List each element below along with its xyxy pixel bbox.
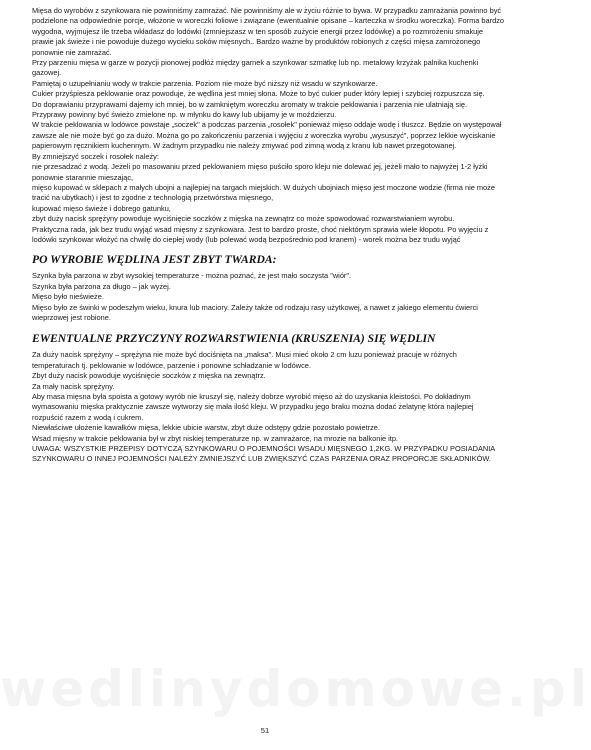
paragraph: By zmniejszyć soczek i rosołek należy: [32, 151, 159, 161]
paragraph: Praktyczna rada, jak bez trudu wyjąć wsad mięsny z szynkowara. Jest to bardzo proste, choć niektórym sprawia wiele kłopotu. Po wyjęciu z lodówki szynkowar włożyć na chwilę do ciepłej wody (lub polewać wodą bezpośrednio pod kranem) - worek można bez trudu wyjąć [32, 224, 489, 244]
paragraph: nie przesadzać z wodą. Jeżeli po masowaniu przed peklowaniem mięso puściło sporo kleju nie dolewać jej, jeżeli mało to najwyżej 1-2 łyżki ponownie starannie mieszając, [32, 162, 488, 182]
paragraph: Przy parzeniu mięsa w garze w pozycji pionowej podłóż między garnek a szynkowar szmatkę lub np. metalowy krzyżak palnika kuchenki gazowej. [32, 58, 479, 78]
paragraph: Mięso było ze świnki w podeszłym wieku, knura lub maciory. Zależy także od rodzaju rasy użytkowej, a nawet z jakiego elementu ćwierci wieprzowej jest robione. [32, 302, 478, 322]
paragraph: Mięso było nieświeże. [32, 292, 104, 302]
page-content [32, 6, 504, 465]
section-intro [32, 6, 504, 245]
paragraph: kupować mięso świeże i dobrego gatunku, [32, 203, 171, 213]
paragraph: zbyt duży nacisk sprężyny powoduje wyciśnięcie soczków z mięska na zewnątrz co może spowodować rozwarstwianiem wyrobu. [32, 214, 455, 224]
paragraph: Pamiętaj o uzupełnianiu wody w trakcie parzenia. Poziom nie może być niższy niż wsadu w szynkowarze. [32, 78, 378, 88]
paragraph: Do doprawianiu przyprawami dajemy ich mniej, bo w zamkniętym woreczku aromaty w trakcie peklowania i parzenia nie ulatniają się. [32, 99, 468, 109]
paragraph: W trakcie peklowania w lodówce powstaje „soczek" a podczas parzenia „rosołek" ponieważ mięso oddaje wodę i tłuszcz. Będzie on występował zawsze ale nie może być go za dużo. Można go po zakończeniu parzenia i wyjęciu z woreczka wyrobu „wysuszyć", poprzez lekkie wyciskanie papierowym ręcznikiem kuchennym. W żadnym przypadku nie należy zmywać pod zimną wodą z kranu lub nawet przegotowanej. [32, 120, 502, 151]
paragraph: Za mały nacisk sprężyny. [32, 381, 115, 391]
paragraph: Mięsa do wyrobów z szynkowara nie powinniśmy zamrażać. Nie powinniśmy ale w życiu różnie to bywa. W przypadku zamrażania powinno być podzielone na odpowiednie porcje, włożone w woreczki foliowe i związane (ewentualnie opisane – karteczka w środku woreczka). Forma bardzo wygodna, wyjmujesz ile trzeba wkładasz do lodówki (zmniejszasz w ten sposób zużycie energii przez lodówkę) a po rozmrożeniu smakuje prawie jak świeże i nie powoduje dużego wycieku soków mięsnych.. Bardzo ważne by produktów robionych z części mięsa zamrożonego ponownie nie zamrażać. [32, 6, 505, 57]
page-number: 51 [260, 726, 270, 735]
paragraph: Za duży nacisk sprężyny – sprężyna nie może być dociśnięta na „maksa". Musi mieć około 2 cm luzu ponieważ pracuje w różnych temperaturach tj. peklowanie w lodówce, parzenie i ponowne schładzanie w lodówce. [32, 350, 457, 370]
section-delamination [32, 350, 504, 464]
paragraph: Szynka była parzona w zbyt wysokiej temperaturze - można poznać, że jest mało soczysta "wiór". [32, 271, 352, 281]
paragraph: Aby masa mięsna była spoista a gotowy wyrób nie kruszył się, należy dobrze wyrobić mięso aż do uzyskania kleistości. Po dokładnym wymasowaniu mięska praktycznie zawsze wytworzy się mała ilość kleju. W przypadku jego braku można dodać żelatynę która najlepiej rozpuścić razem z wodą i cukrem. [32, 392, 474, 422]
watermark: wedlinydomowe.pl [0, 660, 591, 718]
warning-note: UWAGA: WSZYSTKIE PRZEPISY DOTYCZĄ SZYNKOWARU O POJEMNOŚCI WSADU MIĘSNEGO 1,2KG. W PRZYPADKU POSIADANIA SZYNKOWARU O INNEJ POJEMNOŚCI NALEŻY ZMNIEJSZYĆ LUB ZWIĘKSZYĆ CZAS PARZENIA ORAZ PROPORCJE SKŁADNIKÓW. [32, 444, 495, 464]
paragraph: Niewłaściwe ułożenie kawałków mięsa, lekkie ubicie warstw, zbyt duże odstępy gdzie pozostało powietrze. [32, 423, 380, 433]
paragraph: Wsad mięsny w trakcie peklowania był w zbyt niskiej temperaturze np. w zamrażarce, na mrozie na balkonie itp. [32, 433, 398, 443]
section-heading-delamination: EWENTUALNE PRZYCZYNY ROZWARSTWIENIA (KRUSZENIA) SIĘ WĘDLIN [32, 332, 436, 346]
section-heading-hard-sausage: PO WYROBIE WĘDLINA JEST ZBYT TWARDA: [32, 253, 277, 267]
paragraph: Przyprawy powinny być świeżo zmielone np. w młynku do kawy lub ubijamy je w moździerzu. [32, 110, 337, 120]
paragraph: Zbyt duży nacisk powoduje wyciśnięcie soczków z mięska na zewnątrz. [32, 371, 266, 381]
paragraph: mięso kupować w sklepach z małych ubojni a najlepiej na targach miejskich. W dużych ubojniach mięso jest moczone wodzie (firma nie może tracić na ubytkach) i jest to zgodne z technologią przetwórstwa mięsnego, [32, 182, 495, 203]
paragraph: Szynka była parzona za długo – jak wyżej. [32, 281, 171, 291]
paragraph: Cukier przyśpiesza peklowanie oraz powoduje, że wędlina jest mniej słona. Może to być cukier puder który lepiej i szybciej rozpuszcza się. [32, 89, 485, 99]
section-hard-sausage [32, 271, 504, 323]
